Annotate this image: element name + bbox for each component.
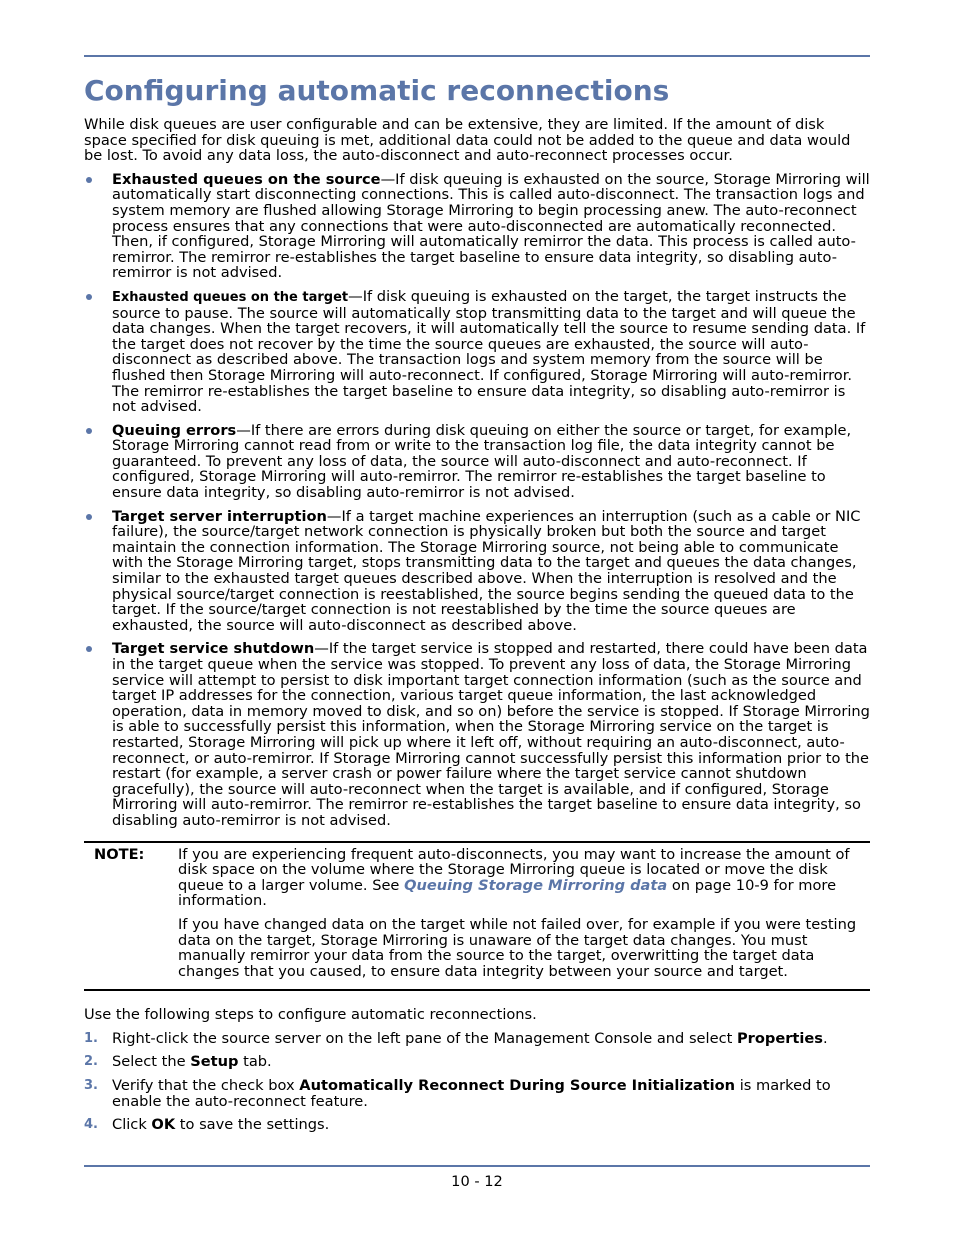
bullet-icon: [86, 514, 92, 520]
intro-paragraph: While disk queues are user configurable and can be extensive, they are limited. If the amount of disk space specified for disk queuing is met, additional data could not be added to the queue and data would be lost. To avoid any data loss, the auto-disconnect and auto-reconnect processes occur.: [84, 116, 851, 165]
page-content: [84, 117, 870, 1141]
bullet-term: Exhausted queues on the source: [112, 170, 381, 188]
list-item: [84, 509, 870, 634]
step-item: [84, 1054, 870, 1070]
bullet-text: —If a target machine experiences an interruption (such as a cable or NIC failure), the source/target network connection is physically broken but both the source and target maintain the connection information. The Storage Mirroring source, not being able to communicate with the Storage Mirroring target, stops transmitting data to the target and queues the data changes, similar to the exhausted target queues described above. When the interruption is resolved and the physical source/target connection is reestablished, the source begins sending the queued data to the target. If the source/target connection is not reestablished by the time the source queues are exhausted, the source will auto-disconnect as described above.: [112, 507, 861, 634]
bullet-list: [84, 172, 870, 829]
step-text: .: [823, 1029, 828, 1047]
step-text: Select the: [112, 1053, 191, 1071]
footer-rule: [84, 1165, 870, 1167]
step-number: 4.: [84, 1117, 98, 1133]
bullet-term: Queuing errors: [112, 421, 237, 439]
step-text: tab.: [238, 1053, 272, 1071]
bullet-text: —If the target service is stopped and restarted, there could have been data in the target queue when the service was stopped. To prevent any loss of data, the Storage Mirroring service will attempt to persist to disk important target connection information (such as the source and target IP addresses for the connection, various target queue information, the last acknowledged operation, data in memory moved to disk, and so on) before the service is stopped. If Storage Mirroring is able to successfully persist this information, when the Storage Mirroring service on the target is restarted, Storage Mirroring will pick up where it left off, without requiring an auto-disconnect, auto-reconnect, or auto-remirror. If Storage Mirroring cannot successfully persist this information prior to the restart (for example, a server crash or power failure where the target service cannot shutdown gracefully), the source will auto-reconnect when the target is available, and if configured, Storage Mirroring will auto-remirror. The remirror re-establishes the target baseline to ensure data integrity, so disabling auto-remirror is not advised.: [112, 640, 870, 829]
list-item: [84, 641, 870, 828]
step-number: 2.: [84, 1054, 98, 1070]
page-title: Configuring automatic reconnections: [84, 74, 670, 107]
bullet-icon: [86, 428, 92, 434]
bullet-text: —If disk queuing is exhausted on the target, the target instructs the source to pause. The source will automatically stop transmitting data to the target and will queue the data changes. When the target recovers, it will automatically tell the source to resume sending data. If the target does not recover by the time the source queues are exhausted, the source will auto-disconnect as described above. The transaction logs and system memory from the source will be flushed then Storage Mirroring will auto-reconnect. If configured, Storage Mirroring will auto-remirror. The remirror re-establishes the target baseline to ensure data integrity, so disabling auto-remirror is not advised.: [112, 287, 866, 416]
bullet-term: Exhausted queues on the target: [112, 289, 349, 305]
step-text: Right-click the source server on the left pane of the Management Console and select: [112, 1029, 737, 1047]
header-rule: [84, 55, 870, 57]
note-text: on page 10-9 for more information.: [178, 876, 837, 910]
steps-list: [84, 1031, 870, 1133]
step-bold: Setup: [190, 1053, 239, 1071]
bullet-text: —If disk queuing is exhausted on the source, Storage Mirroring will automatically start disconnecting connections. This is called auto-disconnect. The transaction logs and system memory are flushed allowing Storage Mirroring to begin processing anew. The auto-reconnect process ensures that any connections that were auto-disconnected are automatically reconnected. Then, if configured, Storage Mirroring will automatically remirror the data. This process is called auto-remirror. The remirror re-establishes the target baseline to ensure data integrity, so disabling auto-remirror is not advised.: [112, 170, 870, 282]
step-number: 1.: [84, 1030, 98, 1046]
queuing-link[interactable]: Queuing Storage Mirroring data: [404, 876, 668, 894]
list-item: [84, 172, 870, 281]
step-number: 3.: [84, 1078, 98, 1094]
note-text: If you are experiencing frequent auto-disconnects, you may want to increase the amount of disk space on the volume where the Storage Mirroring queue is located or move the disk queue to a larger volume. See: [178, 845, 850, 894]
step-bold: Properties: [736, 1029, 823, 1047]
note-box: [84, 841, 870, 992]
step-text: is marked to enable the auto-reconnect feature.: [112, 1077, 831, 1110]
step-bold: OK: [151, 1116, 176, 1134]
steps-intro: Use the following steps to configure automatic reconnections.: [84, 1006, 537, 1024]
bullet-icon: [86, 177, 92, 183]
step-text: to save the settings.: [175, 1116, 330, 1134]
note-label: NOTE:: [94, 845, 145, 863]
bullet-term: Target server interruption: [112, 507, 327, 525]
step-text: Click: [112, 1116, 152, 1134]
list-item: [84, 289, 870, 415]
note-body: [178, 847, 870, 980]
note-paragraph: If you have changed data on the target while not failed over, for example if you were testing data on the target, Storage Mirroring is unaware of the target data changes. You must manually remirror your data from the source to the target, overwritting the target data changes that you caused, to ensure data integrity between your source and target.: [178, 915, 857, 980]
page-number: 10 - 12: [451, 1173, 503, 1190]
step-item: [84, 1031, 870, 1047]
note-paragraph: [178, 847, 870, 909]
bullet-text: —If there are errors during disk queuing on either the source or target, for example, Storage Mirroring cannot read from or write to the transaction log file, the data integrity cannot be guaranteed. To prevent any loss of data, the source will auto-disconnect and auto-reconnect. If configured, Storage Mirroring will auto-remirror. The remirror re-establishes the target baseline to ensure data integrity, so disabling auto-remirror is not advised.: [112, 421, 852, 502]
step-bold: Automatically Reconnect During Source Initialization: [299, 1077, 736, 1095]
step-text: Verify that the check box: [112, 1077, 300, 1095]
list-item: [84, 423, 870, 501]
bullet-term: Target service shutdown: [112, 640, 315, 658]
step-item: [84, 1078, 870, 1109]
bullet-icon: [86, 646, 92, 652]
step-item: [84, 1117, 870, 1133]
bullet-icon: [86, 294, 92, 300]
